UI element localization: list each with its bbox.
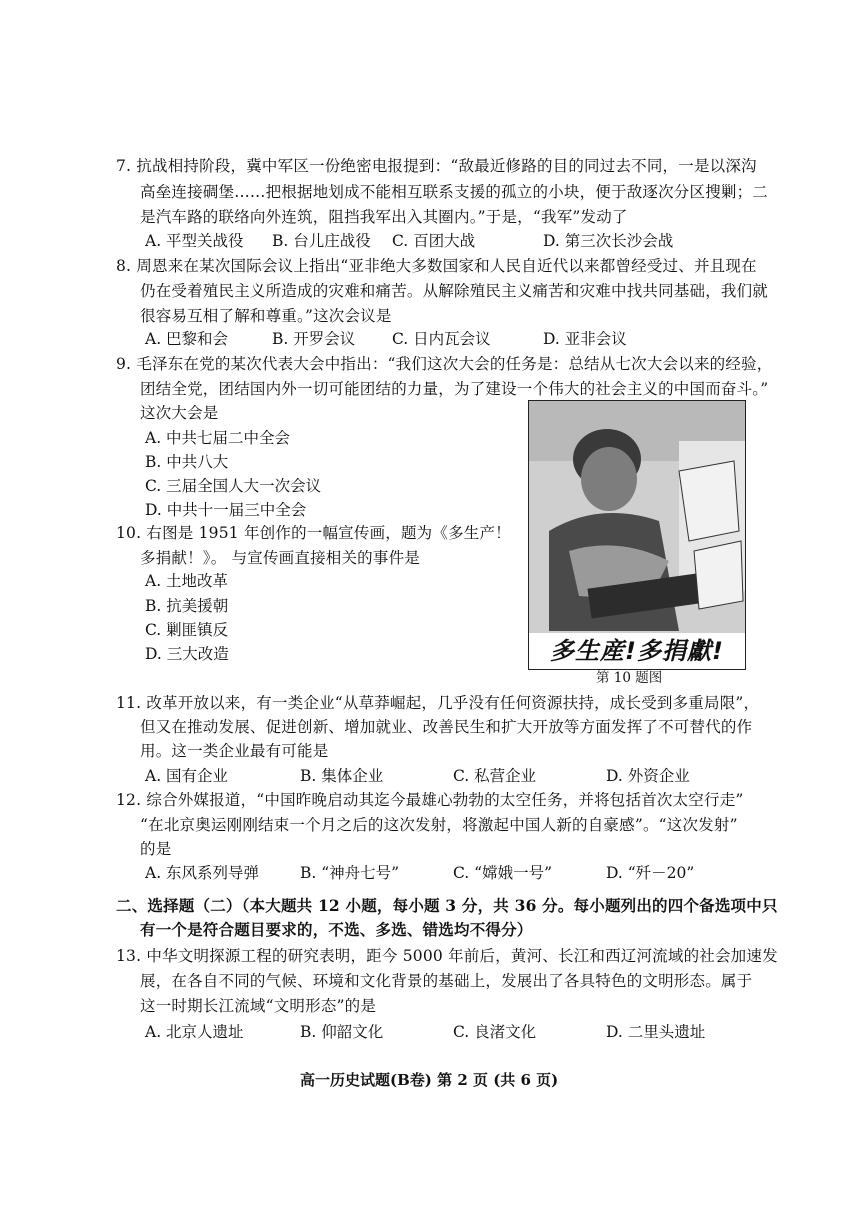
question-text-line: 是汽车路的联络向外连筑，阻挡我军出入其圈内。”于是，“我军”发动了 bbox=[140, 208, 628, 226]
option-d: D. “歼－20” bbox=[606, 864, 695, 882]
propaganda-poster-image bbox=[528, 400, 746, 670]
poster-illustration bbox=[529, 401, 745, 669]
question-text-line: 10. 右图是 1951 年创作的一幅宣传画，题为《多生产！ bbox=[116, 524, 511, 542]
option-b: B. 抗美援朝 bbox=[145, 597, 229, 615]
section-heading-line: 二、选择题（二）（本大题共 12 小题，每小题 3 分，共 36 分。每小题列出的四个备选项中只 bbox=[116, 896, 778, 915]
option-c: C. 三届全国人大一次会议 bbox=[145, 477, 322, 495]
option-c: C. 私营企业 bbox=[453, 767, 537, 785]
question-text-line: 团结全党，团结国内外一切可能团结的力量，为了建设一个伟大的社会主义的中国而奋斗。” bbox=[140, 380, 769, 398]
option-c: C. “嫦娥一号” bbox=[453, 864, 553, 882]
question-text-line: 12. 综合外媒报道，“中国昨晚启动其迄今最雄心勃勃的太空任务，并将包括首次太空行走” bbox=[116, 791, 744, 809]
question-text-line: 13. 中华文明探源工程的研究表明，距今 5000 年前后，黄河、长江和西辽河流域的社会加速发 bbox=[116, 947, 778, 965]
question-text-line: 7. 抗战相持阶段，冀中军区一份绝密电报提到：“敌最近修路的目的同过去不同，一是以深沟 bbox=[116, 157, 757, 175]
option-d: D. 亚非会议 bbox=[543, 330, 627, 348]
question-text-line: 的是 bbox=[140, 840, 172, 858]
question-text-line: 展，在各自不同的气候、环境和文化背景的基础上，发展出了各具特色的文明形态。属于 bbox=[140, 972, 753, 990]
option-c: C. 百团大战 bbox=[392, 232, 476, 250]
option-b: B. 中共八大 bbox=[145, 453, 229, 471]
question-text-line: 多捐献！》。 与宣传画直接相关的事件是 bbox=[140, 549, 420, 567]
page-footer: 高一历史试题(B卷) 第 2 页 (共 6 页) bbox=[300, 1071, 559, 1089]
question-text-line: “在北京奥运刚刚结束一个月之后的这次发射，将激起中国人新的自豪感”。“这次发射” bbox=[140, 816, 738, 834]
option-b: B. 开罗会议 bbox=[272, 330, 356, 348]
option-a: A. 巴黎和会 bbox=[145, 330, 229, 348]
question-text-line: 8. 周恩来在某次国际会议上指出“亚非绝大多数国家和人民自近代以来都曾经受过、并且现在 bbox=[116, 257, 757, 275]
section-heading-line: 有一个是符合题目要求的，不选、多选、错选均不得分） bbox=[140, 920, 533, 939]
option-b: B. 台儿庄战役 bbox=[272, 232, 371, 250]
option-a: A. 中共七届二中全会 bbox=[145, 429, 291, 447]
question-text-line: 很容易互相了解和尊重。”这次会议是 bbox=[140, 307, 392, 325]
option-d: D. 二里头遗址 bbox=[606, 1023, 706, 1041]
option-c: C. 日内瓦会议 bbox=[392, 330, 491, 348]
question-text-line: 用。这一类企业最有可能是 bbox=[140, 742, 329, 760]
option-c: C. 良渚文化 bbox=[453, 1023, 537, 1041]
option-d: D. 中共十一届三中全会 bbox=[145, 501, 307, 519]
question-text-line: 仍在受着殖民主义所造成的灾难和痛苦。从解除殖民主义痛苦和灾难中找共同基础，我们就 bbox=[140, 282, 769, 300]
option-d: D. 三大改造 bbox=[145, 645, 229, 663]
question-text-line: 这次大会是 bbox=[140, 404, 219, 422]
option-d: D. 第三次长沙会战 bbox=[543, 232, 674, 250]
option-b: B. “神舟七号” bbox=[300, 864, 400, 882]
option-a: A. 国有企业 bbox=[145, 767, 229, 785]
question-text-line: 但又在推动发展、促进创新、增加就业、改善民生和扩大开放等方面发挥了不可替代的作 bbox=[140, 718, 753, 736]
option-b: B. 仰韶文化 bbox=[300, 1023, 384, 1041]
option-a: A. 土地改革 bbox=[145, 572, 229, 590]
question-text-line: 9. 毛泽东在党的某次代表大会中指出：“我们这次大会的任务是：总结从七次大会以来的经验， bbox=[116, 355, 773, 373]
option-c: C. 剿匪镇反 bbox=[145, 621, 229, 639]
option-a: A. 北京人遗址 bbox=[145, 1023, 244, 1041]
question-text-line: 高垒连接碉堡……把根据地划成不能相互联系支援的孤立的小块，便于敌逐次分区搜剿；二 bbox=[140, 183, 769, 201]
option-a: A. 平型关战役 bbox=[145, 232, 244, 250]
poster-slogan: 多生産!多捐獻! bbox=[550, 637, 724, 665]
question-text-line: 这一时期长江流域“文明形态”的是 bbox=[140, 997, 377, 1015]
option-a: A. 东风系列导弹 bbox=[145, 864, 260, 882]
figure-caption: 第 10 题图 bbox=[596, 670, 663, 686]
question-text-line: 11. 改革开放以来，有一类企业“从草莽崛起，几乎没有任何资源扶持，成长受到多重局限”， bbox=[116, 694, 760, 712]
option-d: D. 外资企业 bbox=[606, 767, 690, 785]
option-b: B. 集体企业 bbox=[300, 767, 384, 785]
